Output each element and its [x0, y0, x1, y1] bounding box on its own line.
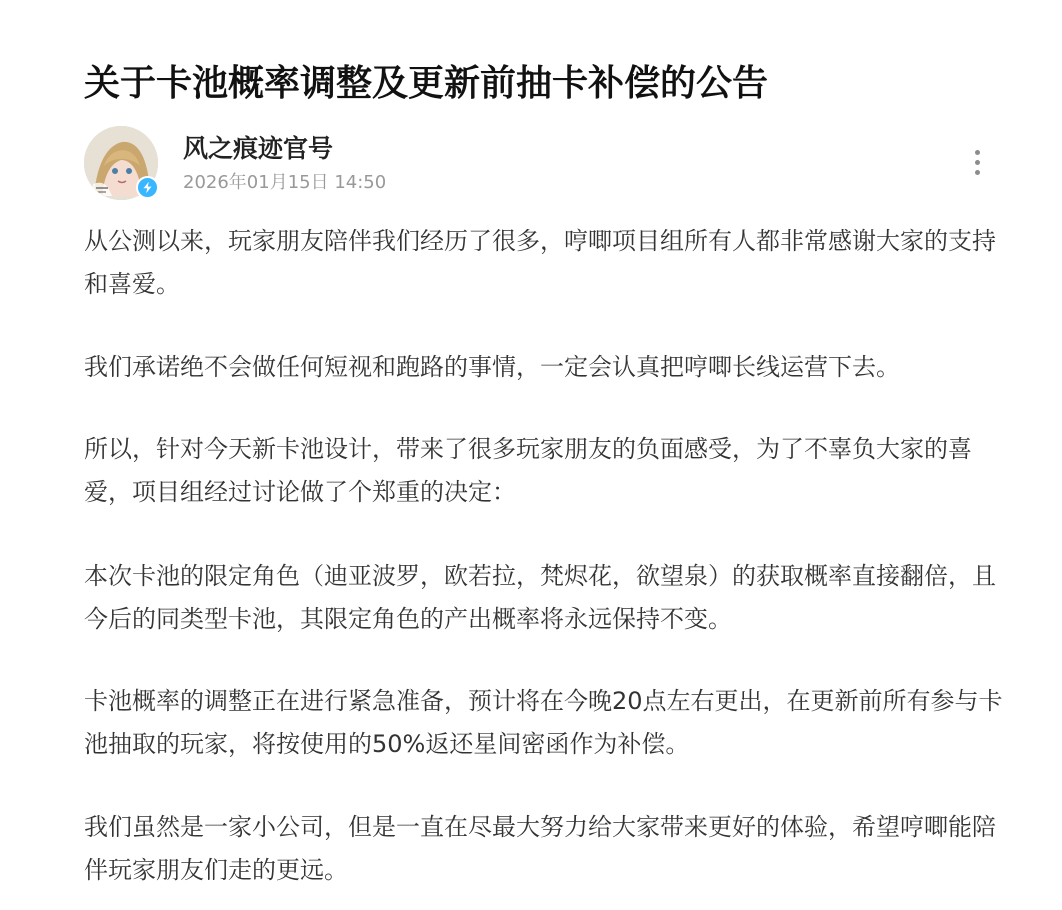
article-paragraph-6: 我们虽然是一家小公司，但是一直在尽最大努力给大家带来更好的体验，希望哼唧能陪伴玩家朋友们走的更远。: [84, 813, 996, 884]
lightning-icon: [141, 181, 154, 194]
article-paragraph-5: 卡池概率的调整正在进行紧急准备，预计将在今晚20点左右更出，在更新前所有参与卡池抽取的玩家，将按使用的50%返还星间密函作为补偿。: [84, 687, 1003, 758]
article-paragraph-3: 所以，针对今天新卡池设计，带来了很多玩家朋友的负面感受，为了不辜负大家的喜爱，项目组经过讨论做了个郑重的决定：: [84, 435, 972, 506]
more-dot-icon: [975, 150, 980, 155]
author-name[interactable]: 风之痕迹官号: [183, 134, 334, 163]
publish-time: 2026年01月15日 14:50: [183, 172, 387, 193]
verified-badge-icon: [136, 176, 159, 199]
article: [84, 0, 1004, 910]
article-paragraph-1: 从公测以来，玩家朋友陪伴我们经历了很多，哼唧项目组所有人都非常感谢大家的支持和喜爱。: [84, 227, 996, 298]
article-paragraph-4: 本次卡池的限定角色（迪亚波罗，欧若拉，梵烬花，欲望泉）的获取概率直接翻倍，且今后的同类型卡池，其限定角色的产出概率将永远保持不变。: [84, 562, 996, 633]
more-dot-icon: [975, 170, 980, 175]
more-dot-icon: [975, 160, 980, 165]
article-paragraph-2: 我们承诺绝不会做任何短视和跑路的事情，一定会认真把哼唧长线运营下去。: [84, 353, 900, 381]
article-title: 关于卡池概率调整及更新前抽卡补偿的公告: [84, 63, 769, 104]
author-info: [84, 126, 994, 204]
more-options-button[interactable]: [962, 146, 992, 180]
